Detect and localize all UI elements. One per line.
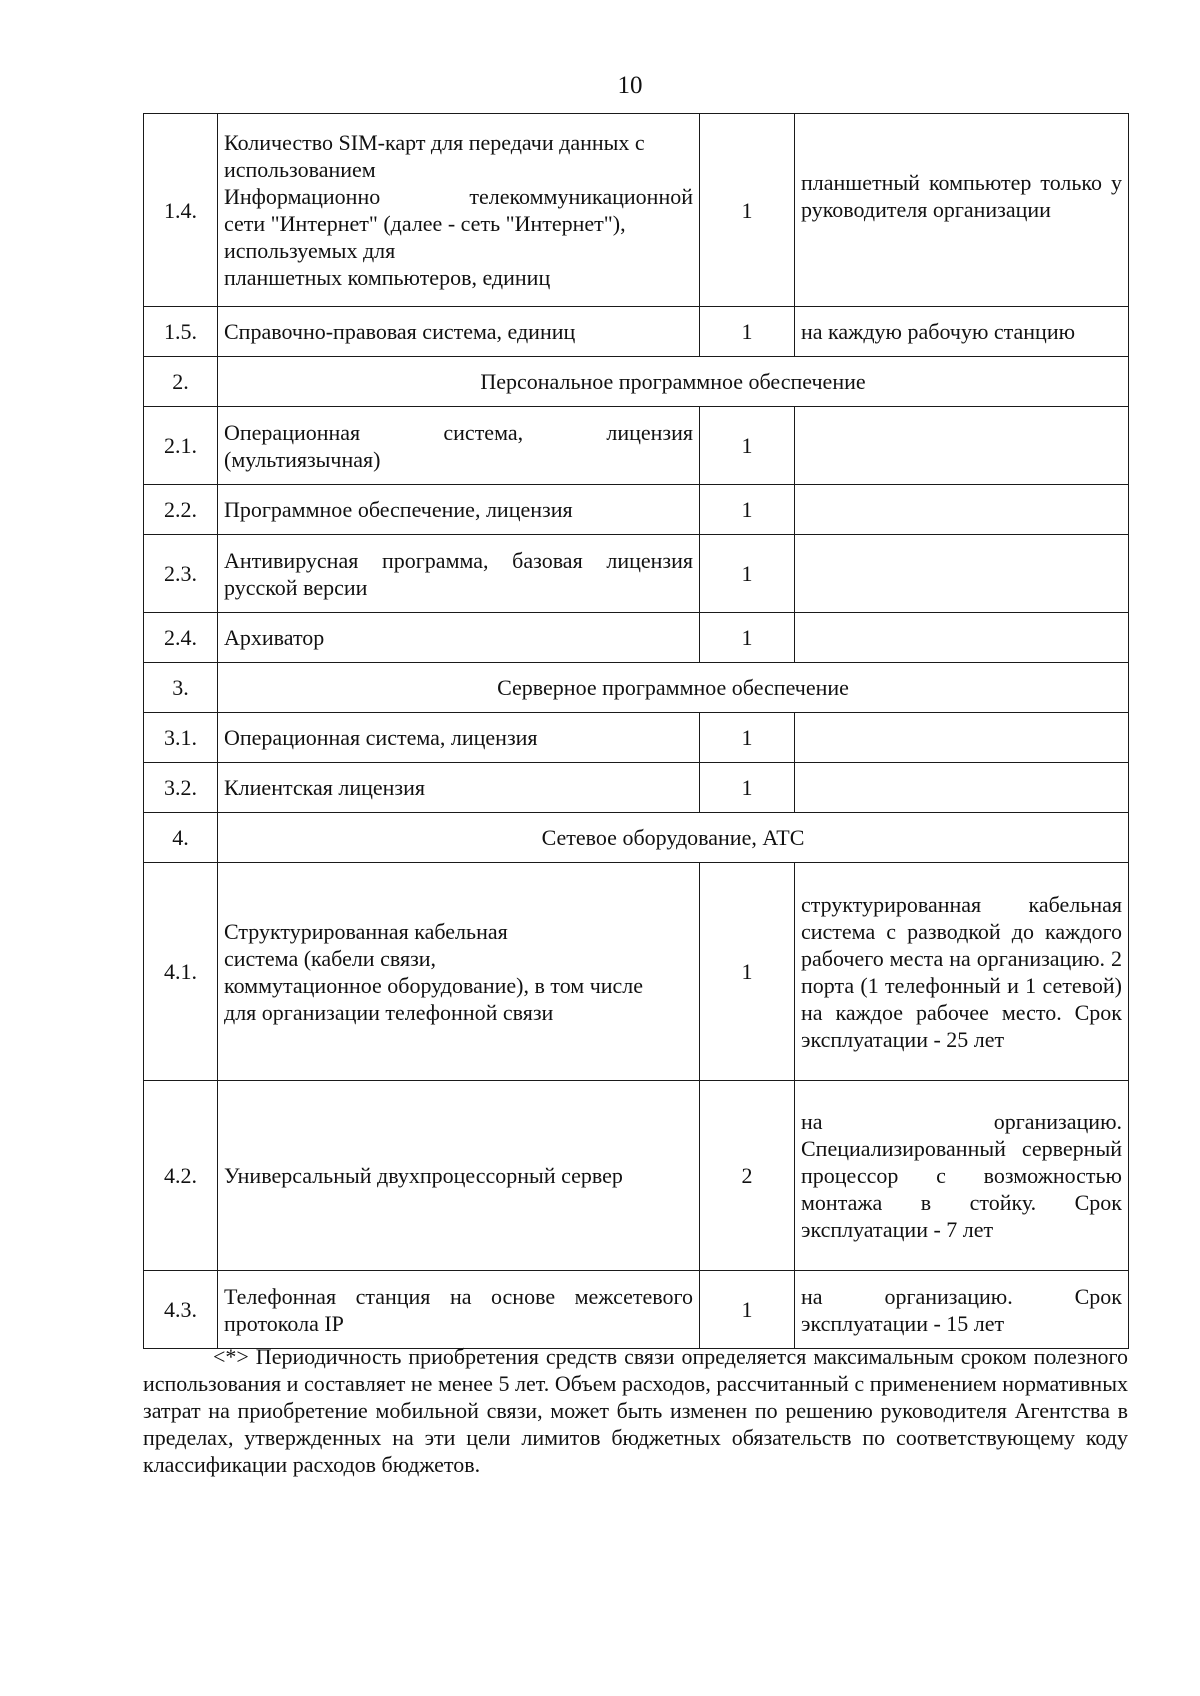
row-name [218,863,700,1081]
footnote: <*> Периодичность приобретения средств связи определяется максимальным сроком полезного использования и составляет не менее 5 лет. Объем расходов, рассчитанный с применением нормативных затрат на приобретение мобильной связи, может быть изменен по решению руководителя Агентства в пределах, утвержденных на эти цели лимитов бюджетных обязательств по соответствующему коду классификации расходов бюджетов. [143,1344,1128,1477]
row-note [795,713,1129,763]
section-row [144,663,1129,713]
row-note: на организацию. Срок эксплуатации - 15 лет [795,1271,1129,1349]
table-row [144,114,1129,307]
row-name [218,114,700,307]
name-line: Структурированная кабельная [224,918,508,944]
row-quantity: 1 [700,1271,795,1349]
row-name: Справочно-правовая система, единиц [218,307,700,357]
row-note: структурированная кабельная система с разводкой до каждого рабочего места на организацию. 2 порта (1 телефонный и 1 сетевой) на каждое рабочее место. Срок эксплуатации - 25 лет [795,863,1129,1081]
section-number: 3. [144,663,218,713]
row-number: 1.5. [144,307,218,357]
row-name: Операционная система, лицензия (мультиязычная) [218,407,700,485]
section-title: Персональное программное обеспечение [218,357,1129,407]
row-name: Телефонная станция на основе межсетевого протокола IP [218,1271,700,1349]
table-row [144,763,1129,813]
name-line: планшетных компьютеров, единиц [224,265,551,290]
name-line: использованием [224,157,376,182]
row-quantity: 1 [700,485,795,535]
row-note [795,407,1129,485]
row-quantity: 1 [700,114,795,307]
row-number: 2.3. [144,535,218,613]
name-line: система (кабели связи, [224,945,437,971]
section-title: Сетевое оборудование, АТС [218,813,1129,863]
row-quantity: 1 [700,863,795,1081]
row-number: 4.2. [144,1081,218,1271]
row-name: Клиентская лицензия [218,763,700,813]
page-number: 10 [617,72,643,99]
table-row [144,407,1129,485]
row-note: на каждую рабочую станцию [795,307,1129,357]
row-name: Антивирусная программа, базовая лицензия русской версии [218,535,700,613]
table-row [144,307,1129,357]
row-name: Универсальный двухпроцессорный сервер [218,1081,700,1271]
row-number: 1.4. [144,114,218,307]
row-note: на организацию. Специализированный серверный процессор с возможностью монтажа в стойку. Срок эксплуатации - 7 лет [795,1081,1129,1271]
row-quantity: 1 [700,307,795,357]
row-quantity: 1 [700,713,795,763]
row-number: 2.2. [144,485,218,535]
row-name: Операционная система, лицензия [218,713,700,763]
table-row [144,1081,1129,1271]
row-quantity: 1 [700,407,795,485]
row-quantity: 1 [700,535,795,613]
row-note [795,763,1129,813]
row-name: Программное обеспечение, лицензия [218,485,700,535]
row-quantity: 1 [700,613,795,663]
row-note [795,485,1129,535]
section-row [144,357,1129,407]
table-row [144,1271,1129,1349]
name-line: Информационно телекоммуникационной [224,184,693,209]
row-note: планшетный компьютер только у руководителя организации [795,114,1129,307]
name-line: коммутационное оборудование), в том числе [224,972,644,998]
name-line: Количество SIM-карт для передачи данных с [224,130,645,155]
section-title: Серверное программное обеспечение [218,663,1129,713]
section-number: 4. [144,813,218,863]
section-row [144,813,1129,863]
name-line: используемых для [224,238,396,263]
row-number: 3.2. [144,763,218,813]
table-row [144,613,1129,663]
row-number: 2.4. [144,613,218,663]
row-number: 4.1. [144,863,218,1081]
row-number: 2.1. [144,407,218,485]
row-quantity: 1 [700,763,795,813]
row-note [795,613,1129,663]
row-name: Архиватор [218,613,700,663]
name-line: сети "Интернет" (далее - сеть "Интернет"), [224,211,626,236]
table-row [144,535,1129,613]
table-row [144,863,1129,1081]
row-number: 3.1. [144,713,218,763]
section-number: 2. [144,357,218,407]
row-quantity: 2 [700,1081,795,1271]
row-number: 4.3. [144,1271,218,1349]
row-note [795,535,1129,613]
table-row [144,713,1129,763]
norms-table [143,113,1129,1349]
table-row [144,485,1129,535]
name-line: для организации телефонной связи [224,999,554,1025]
